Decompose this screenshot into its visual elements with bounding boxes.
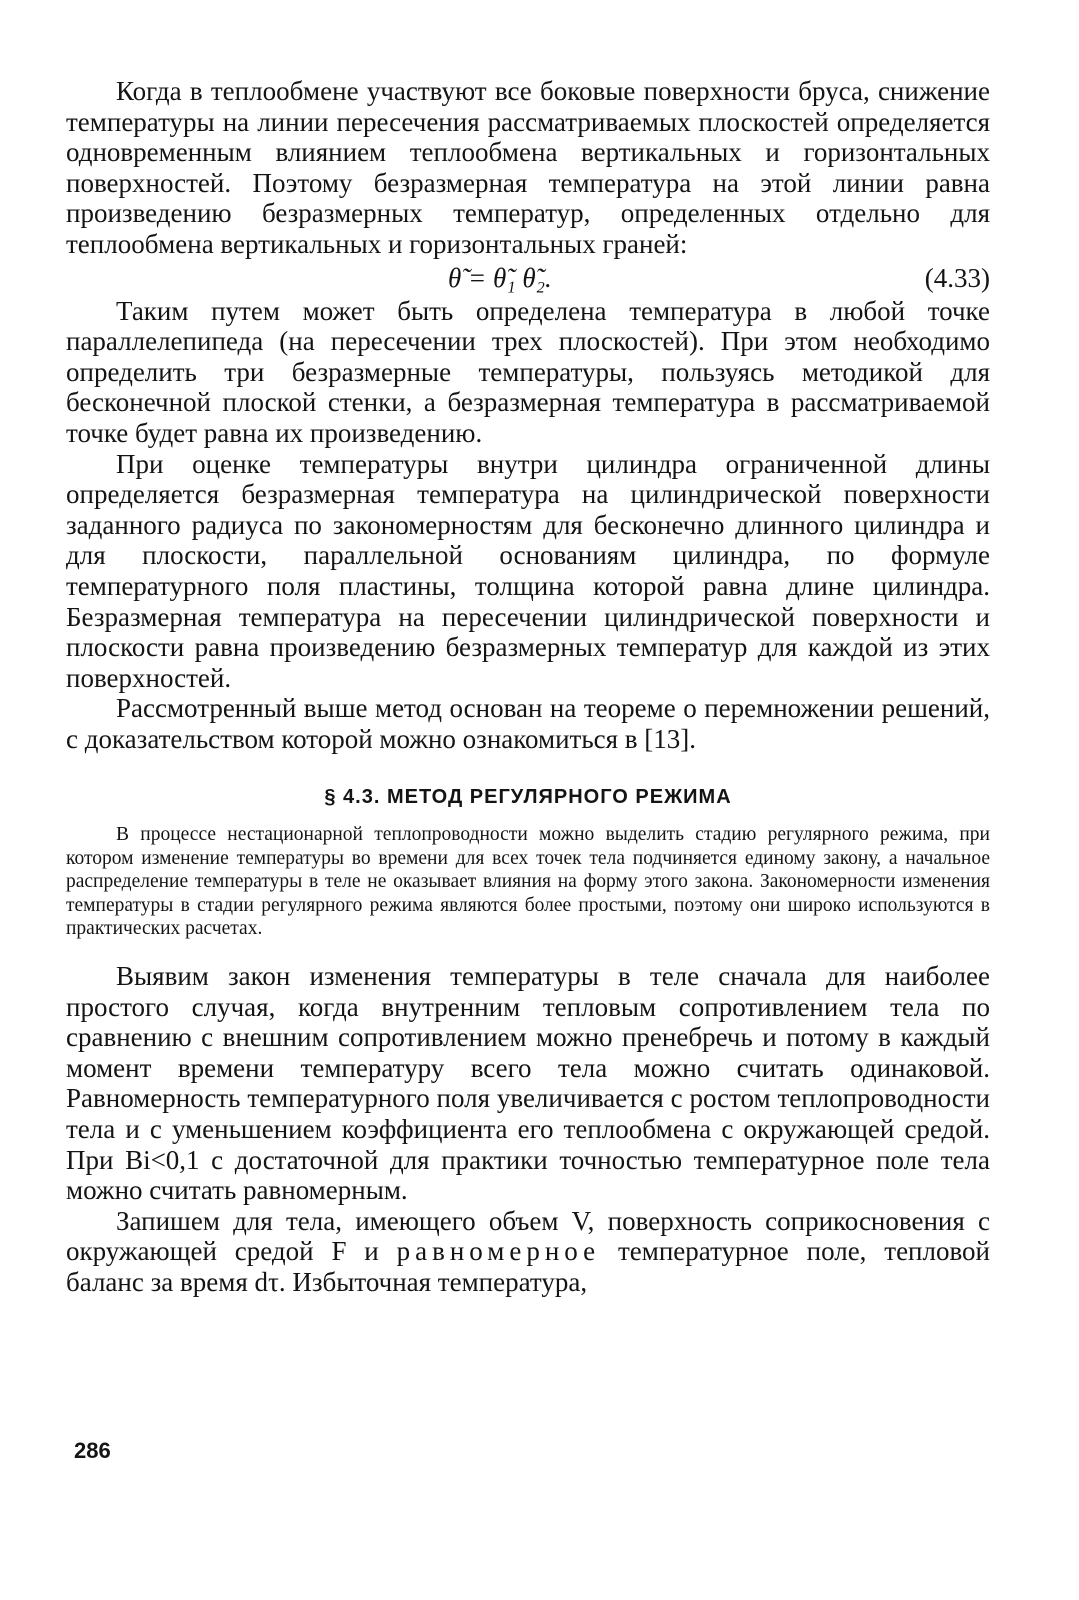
emphasized-word: равномерное (396, 1236, 601, 1267)
paragraph-uniform-field: Выявим закон изменения температуры в теле сначала для наиболее простого случая, когда внутренним тепловым сопротивлением тела по сравнению с внешним сопротивлением можно пренебречь и потому в каждый момент времени температуру всего тела можно считать одинаковой. Равномерность температурного поля увеличивается с ростом теплопроводности тела и с уменьшением коэффициента его теплообмена с окружающей средой. При Bi<0,1 с достаточной для практики точностью температурное поле тела можно считать равномерным. (66, 960, 990, 1206)
paragraph-cylinder: При оценке температуры внутри цилиндра ограниченной длины определяется безразмерная температура на цилиндрической поверхности заданного радиуса по закономерностям для бесконечно длинного цилиндра и для плоскости, параллельной основаниям цилиндра, по формуле температурного поля пластины, толщина которой равна длине цилиндра. Безразмерная температура на пересечении цилиндрической поверхности и плоскости равна произведению безразмерных температур для каждой из этих поверхностей. (66, 448, 990, 693)
heat-balance-text-start: Запишем для тела, имеющего объем V, поверхность соприкосновения с окружающей средой F и (66, 1205, 990, 1267)
section-heading: § 4.3. МЕТОД РЕГУЛЯРНОГО РЕЖИМА (324, 786, 732, 809)
paragraph-heat-balance (66, 1206, 990, 1298)
heat-balance-text-end: температурное поле, тепловой баланс за время dτ. Избыточная температура, (66, 1236, 990, 1297)
book-page (66, 76, 990, 1298)
paragraph-parallelepiped: Таким путем может быть определена температура в любой точке параллелепипеда (на пересечении трех плоскостей). При этом необходимо определить три безразмерные температуры, пользуясь методикой для бесконечной плоской стенки, а безразмерная температура в рассматриваемой точке будет равна их произведению. (66, 295, 990, 448)
section-summary: В процессе нестационарной теплопроводности можно выделить стадию регулярного режима, при котором изменение температуры во времени для всех точек тела подчиняется единому закону, а начальное распределение температуры в теле не оказывает влияния на форму этого закона. Закономерности изменения температуры в стадии регулярного режима являются более простыми, поэтому они широко используются в практических расчетах. (66, 824, 990, 940)
page-number: 286 (74, 1438, 111, 1463)
equation-expression: θ̃ = θ̃₁ θ̃₂. (448, 262, 552, 293)
equation-number: (4.33) (924, 262, 990, 293)
equation-4-33 (66, 260, 990, 296)
paragraph-bar-heat-exchange: Когда в теплообмене участвуют все боковые поверхности бруса, снижение температуры на линии пересечения рассматриваемых плоскостей определяется одновременным влиянием теплообмена вертикальных и горизонтальных поверхностей. Поэтому безразмерная температура на этой линии равна произведению безразмерных температур, определенных отдельно для теплообмена вертикальных и горизонтальных граней: (66, 76, 990, 259)
paragraph-theorem: Рассмотренный выше метод основан на теореме о перемножении решений, с доказательством которой можно ознакомиться в [13]. (66, 693, 990, 754)
